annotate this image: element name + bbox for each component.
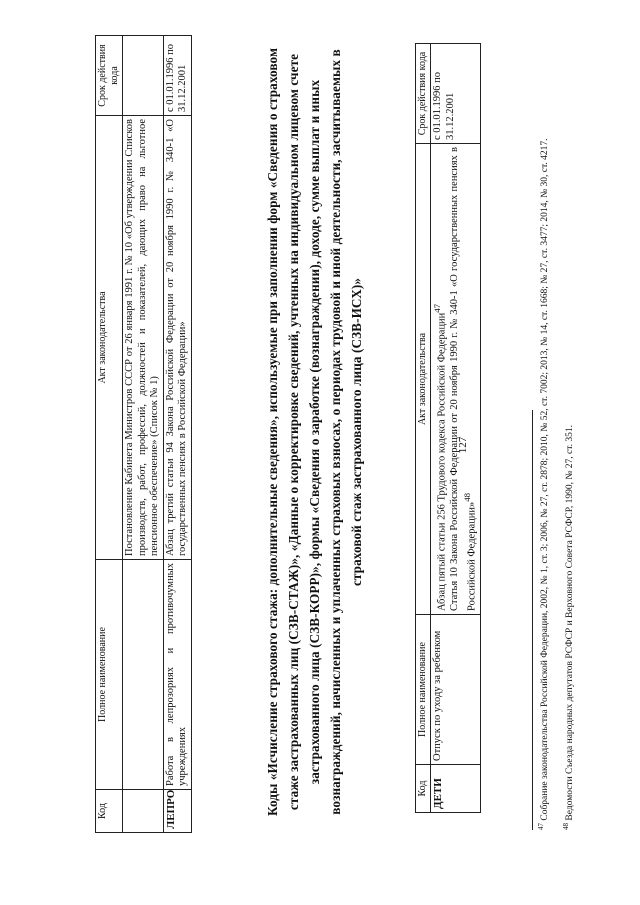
row-full-name: Работа в лепрозориях и противочумных учреждениях (163, 560, 191, 790)
row-term: с 01.01.1996 по 31.12.2001 (163, 36, 191, 116)
footnote (537, 60, 552, 830)
header-act: Акт законодательства (96, 116, 123, 560)
row-act: Абзац третий статьи 94 Закона Российской Федерации от 20 ноября 1990 г. № 340-1 «О государственных пенсиях в Российской Федерации» (163, 116, 191, 560)
footnote-divider (532, 410, 533, 830)
footnote-number: 48 (562, 823, 570, 830)
header-act: Акт законодательства (416, 144, 431, 615)
row-full-name: Отпуск по уходу за ребенком (431, 615, 481, 765)
table-header-row (96, 36, 123, 833)
row-code (123, 790, 164, 833)
footnote-number: 47 (537, 823, 545, 830)
row-full-name (123, 560, 164, 790)
page-number: 127 (457, 436, 469, 454)
table-header-row (416, 44, 431, 813)
table-row (123, 36, 164, 833)
section-heading: Коды «Исчисление страхового стажа: дополнительные сведения», используемые при заполнении форм «Сведения о страховом стаже застрахованных лиц (СЗВ-СТАЖ)», «Данные о корректировке сведений, учтенных на индивидуальном лицевом счете застрахованного лица (СЗВ-КОРР)», формы «Сведения о заработке (вознаграждении), доходе, сумме выплат и иных вознаграждений, начисленных и уплаченных страховых взносах, о периодах трудовой и иной деятельности, засчитываемых в страховой стаж застрахованного лица (СЗВ-ИСХ)» (265, 47, 364, 817)
footnote (562, 60, 577, 830)
header-full-name: Полное наименование (416, 615, 431, 765)
row-code: ДЕТИ (431, 765, 481, 813)
act-line (432, 147, 449, 611)
footnote-text: Ведомости Съезда народных депутатов РСФСР и Верховного Совета РСФСР, 1990, № 27, ст. 351. (565, 424, 576, 821)
table-row (431, 44, 481, 813)
header-full-name: Полное наименование (96, 560, 123, 790)
header-term: Срок действия кода (96, 36, 123, 116)
row-act: Постановление Кабинета Министров СССР от 26 января 1991 г. № 10 «Об утверждении Списков производств, работ, профессий, должностей и показателей, дающих право на льготное пенсионное обеспечение» (Список № 1) (123, 116, 164, 560)
bottom-code-table (415, 43, 481, 813)
act-line-text: Статья 10 Закона Российской Федерации от 20 ноября 1990 г. № 340-1 «О государственных пенсиях в Российской Федерации» (449, 147, 478, 611)
header-code: Код (96, 790, 123, 833)
row-term (123, 36, 164, 116)
top-code-table (95, 35, 192, 833)
row-term: с 01.01.1996 по 31.12.2001 (431, 44, 481, 144)
act-line (449, 147, 479, 611)
header-code: Код (416, 765, 431, 813)
act-line-text: Абзац пятый статьи 256 Трудового кодекса Российской Федерации (436, 312, 448, 611)
header-term: Срок действия кода (416, 44, 431, 144)
table-row (163, 36, 191, 833)
row-code: ЛЕПРО (163, 790, 191, 833)
footnote-ref: 48 (461, 493, 472, 502)
footnote-ref: 47 (432, 303, 442, 313)
footnote-text: Собрание законодательства Российской Федерации, 2002, № 1, ст. 3; 2006, № 27, ст. 2878; 2010, № 52, ст. 7002; 2013, № 14, ст. 1668; № 27, ст. 3477; 2014, № 30, ст. 4217. (540, 138, 551, 821)
row-act (431, 144, 481, 615)
